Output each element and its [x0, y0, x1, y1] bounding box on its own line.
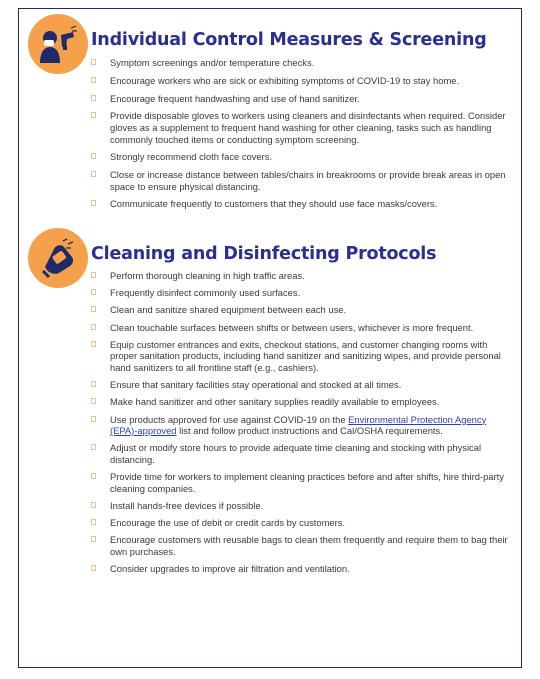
item-text: Clean and sanitize shared equipment between each use. [110, 304, 347, 316]
section-title: Individual Control Measures & Screening [91, 30, 487, 50]
item-text: Consider upgrades to improve air filtration and ventilation. [110, 563, 350, 574]
item-text: Provide time for workers to implement cleaning practices before and after shifts, hire third-party cleaning companies. [110, 471, 504, 494]
list-item [90, 287, 514, 299]
item-text: Close or increase distance between tables/chairs in breakrooms or provide break areas in open space to ensure physical distancing. [110, 169, 506, 192]
bullet-marker [91, 473, 96, 479]
item-text: Communicate frequently to customers that they should use face masks/covers. [110, 198, 438, 210]
list-item [90, 517, 514, 529]
bullet-marker [91, 324, 96, 330]
item-text: list and follow product instructions and Cal/OSHA requirements. [176, 425, 443, 437]
list-item [90, 110, 514, 145]
list-item [90, 500, 514, 512]
bullet-marker [91, 153, 96, 159]
item-text: Provide disposable gloves to workers using cleaners and disinfectants when required. Consider gloves as a supplement to frequent hand washing for other cleaning, tasks such as handling commonly touched items or conducting symptom screening. [110, 110, 506, 145]
bullet-marker [91, 200, 96, 206]
item-text: Equip customer entrances and exits, checkout stations, and customer changing rooms with proper sanitation products, including hand sanitizer and sanitizing wipes, and provide personal hand sanitizers to all frontline staff (e.g., cashiers). [110, 338, 501, 373]
bullet-marker [91, 416, 96, 422]
epa-link[interactable]: Environmental Protection Agency (EPA)-approved [110, 413, 487, 437]
list-item [90, 304, 514, 316]
list-item [90, 198, 514, 210]
person-temperature-scan-icon [28, 14, 88, 74]
bullet-marker [91, 306, 96, 312]
bullet-marker [91, 565, 96, 571]
item-text: Encourage workers who are sick or exhibiting symptoms of COVID-19 to stay home. [110, 74, 460, 86]
item-text: Encourage the use of debit or credit cards by customers. [110, 517, 346, 529]
list-item [90, 563, 514, 575]
item-text: Clean touchable surfaces between shifts or between users, whichever is more frequent. [110, 321, 474, 333]
list-item [90, 534, 514, 557]
list-item [90, 396, 514, 408]
item-text: Encourage frequent handwashing and use of hand sanitizer. [110, 92, 360, 104]
item-text: Frequently disinfect commonly used surfaces. [110, 287, 301, 299]
bullet-marker [91, 171, 96, 177]
list-item [90, 379, 514, 391]
item-text: Adjust or modify store hours to provide adequate time cleaning and stocking with physical distancing. [110, 442, 482, 465]
bullet-marker [91, 502, 96, 508]
protocols-list [90, 270, 514, 580]
bullet-marker [91, 519, 96, 525]
item-text: Encourage customers with reusable bags to clean them frequently and require them to bag their own purchases. [110, 534, 508, 557]
bullet-marker [91, 59, 96, 65]
bullet-marker [91, 272, 96, 278]
list-item [90, 339, 514, 374]
list-item [90, 270, 514, 282]
item-text: Use products approved for use against COVID-19 on the [110, 413, 349, 425]
bullet-marker [91, 112, 96, 118]
list-item [90, 75, 514, 87]
bullet-marker [91, 444, 96, 450]
item-text: Make hand sanitizer and other sanitary supplies readily available to employees. [110, 396, 440, 408]
item-text: Perform thorough cleaning in high traffic areas. [110, 270, 305, 281]
hand-cleaning-icon [28, 228, 88, 288]
bullet-marker [91, 95, 96, 101]
bullet-marker [91, 341, 96, 347]
list-item [90, 442, 514, 465]
bullet-marker [91, 381, 96, 387]
list-item [90, 57, 514, 69]
list-item [90, 169, 514, 192]
list-item [90, 414, 514, 437]
bullet-marker [91, 536, 96, 542]
list-item [90, 93, 514, 105]
bullet-marker [91, 398, 96, 404]
section-title: Cleaning and Disinfecting Protocols [91, 244, 437, 264]
item-text: Symptom screenings and/or temperature checks. [110, 57, 315, 68]
list-item [90, 151, 514, 163]
list-item [90, 471, 514, 494]
item-text: Strongly recommend cloth face covers. [110, 151, 273, 163]
bullet-marker [91, 77, 96, 83]
bullet-marker [91, 289, 96, 295]
list-item [90, 322, 514, 334]
measures-list [90, 57, 514, 216]
item-text: Ensure that sanitary facilities stay operational and stocked at all times. [110, 379, 402, 391]
item-text: Install hands-free devices if possible. [110, 499, 264, 511]
